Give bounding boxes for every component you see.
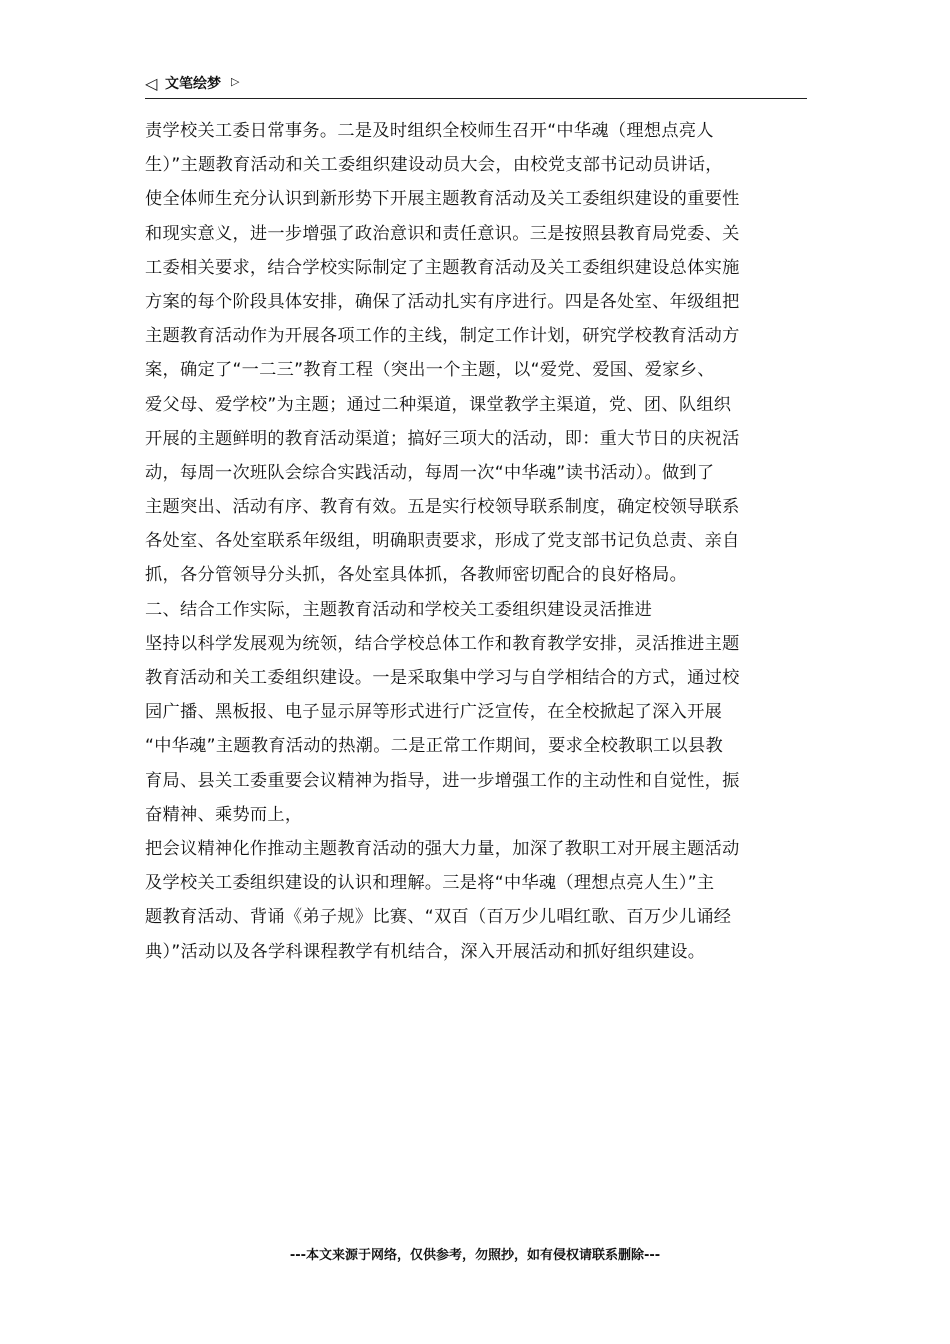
- text-line: 主题教育活动作为开展各项工作的主线，制定工作计划，研究学校教育活动方: [145, 326, 740, 347]
- triangle-right-icon: ▷: [231, 75, 240, 88]
- text-line: 园广播、黑板报、电子显示屏等形式进行广泛宣传，在全校掀起了深入开展: [145, 702, 723, 723]
- text-line: 生）”主题教育活动和关工委组织建设动员大会，由校党支部书记动员讲话，: [145, 155, 723, 176]
- text-line: 责学校关工委日常事务。二是及时组织全校师生召开“中华魂（理想点亮人: [145, 121, 714, 141]
- text-line: 奋精神、乘势而上，: [145, 804, 303, 825]
- text-line: 案，确定了“一二三”教育工程（突出一个主题，以“爱党、爱国、爱家乡、: [145, 360, 715, 381]
- text-line: 主题突出、活动有序、教育有效。五是实行校领导联系制度，确定校领导联系: [145, 497, 740, 518]
- triangle-left-icon: ◁: [145, 74, 158, 93]
- text-line: 育局、县关工委重要会议精神为指导，进一步增强工作的主动性和自觉性，振: [145, 770, 740, 791]
- text-line: 坚持以科学发展观为统领，结合学校总体工作和教育教学安排，灵活推进主题: [145, 633, 740, 654]
- text-line: 题教育活动、背诵《弟子规》比赛、“双百（百万少儿唱红歌、百万少儿诵经: [145, 907, 732, 928]
- footer-disclaimer: ---本文来源于网络，仅供参考，勿照抄，如有侵权请联系删除---: [289, 1248, 661, 1263]
- text-line: 教育活动和关工委组织建设。一是采取集中学习与自学相结合的方式，通过校: [145, 668, 740, 688]
- text-line: 各处室、各处室联系年级组，明确职责要求，形成了党支部书记负总责、亲自: [145, 531, 740, 552]
- text-line: 和现实意义，进一步增强了政治意识和责任意识。三是按照县教育局党委、关: [145, 223, 740, 244]
- section-heading: 二、结合工作实际，主题教育活动和学校关工委组织建设灵活推进: [145, 599, 653, 620]
- text-line: 使全体师生充分认识到新形势下开展主题教育活动及关工委组织建设的重要性: [145, 189, 740, 210]
- text-line: 把会议精神化作推动主题教育活动的强大力量，加深了教职工对开展主题活动: [145, 838, 740, 859]
- document-body: [145, 114, 809, 969]
- header-brand: 文笔绘梦: [165, 76, 221, 92]
- text-line: 工委相关要求，结合学校实际制定了主题教育活动及关工委组织建设总体实施: [145, 257, 740, 278]
- text-line: 及学校关工委组织建设的认识和理解。三是将“中华魂（理想点亮人生）”主: [145, 873, 715, 894]
- text-line: 抓，各分管领导分头抓，各处室具体抓，各教师密切配合的良好格局。: [145, 565, 688, 586]
- text-line: 开展的主题鲜明的教育活动渠道；搞好三项大的活动，即：重大节日的庆祝活: [145, 428, 740, 449]
- text-line: 动，每周一次班队会综合实践活动，每周一次“中华魂”读书活动）。做到了: [145, 462, 715, 483]
- page-header: [145, 72, 807, 99]
- text-line: 爱父母、爱学校”为主题；通过二种渠道，课堂教学主渠道，党、团、队组织: [145, 394, 732, 415]
- text-line: “中华魂”主题教育活动的热潮。二是正常工作期间，要求全校教职工以县教: [145, 736, 724, 757]
- text-line: 方案的每个阶段具体安排，确保了活动扎实有序进行。四是各处室、年级组把: [145, 291, 740, 312]
- text-line: 典）”活动以及各学科课程教学有机结合，深入开展活动和抓好组织建设。: [145, 941, 706, 962]
